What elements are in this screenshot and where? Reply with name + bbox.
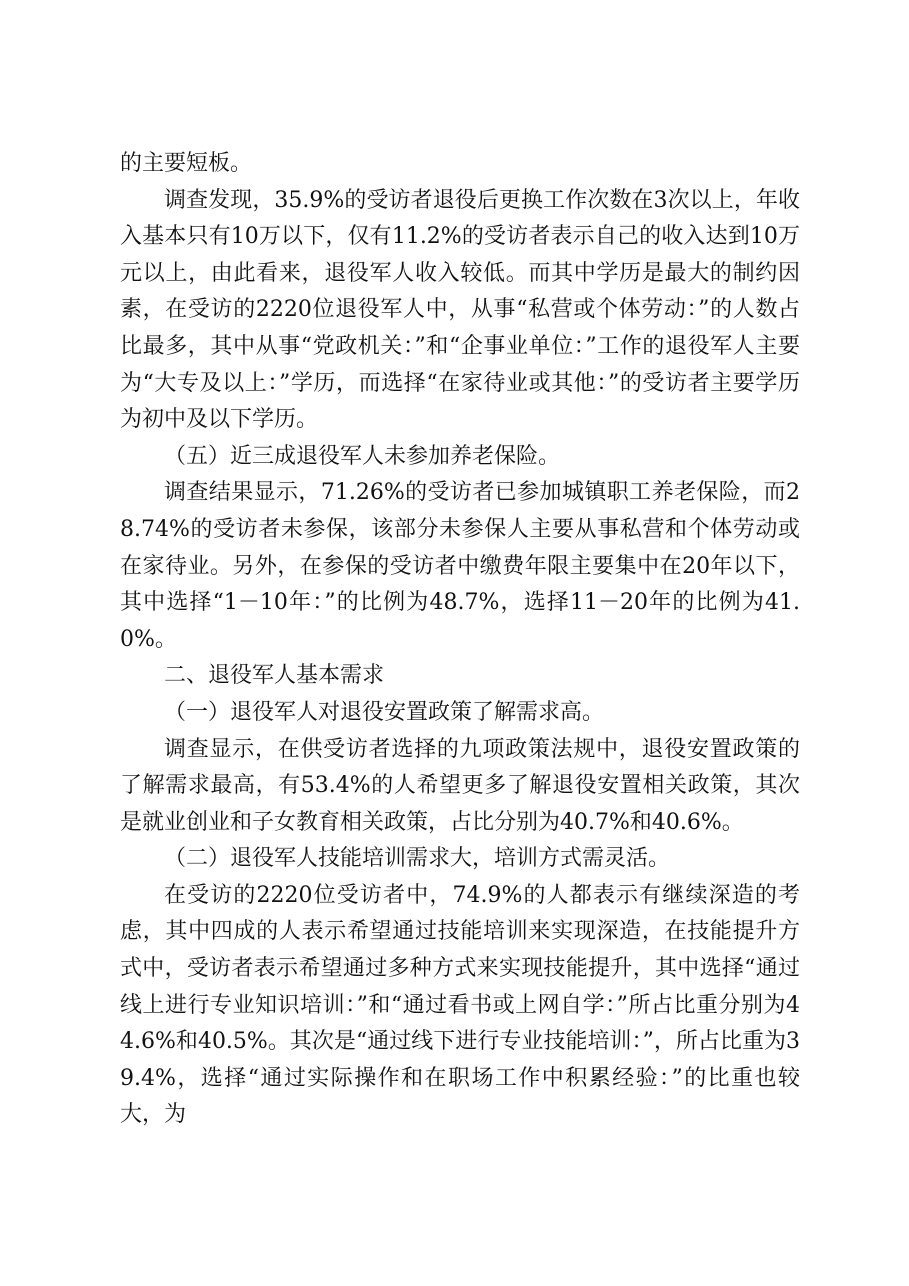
paragraph-employment-income: 调查发现，35.9%的受访者退役后更换工作次数在3次以上，年收入基本只有10万以下，仅有11.2%的受访者表示自己的收入达到10万元以上，由此看来，退役军人收入较低。而其中学历是最大的制约因素，在受访的2220位退役军人中，从事“私营或个体劳动：”的人数占比最多，其中从事“党政机关：”和“企事业单位：”工作的退役军人主要为“大专及以上：”学历，而选择“在家待业或其他：”的受访者主要学历为初中及以下学历。 bbox=[120, 187, 800, 433]
paragraph-policy-needs: 调查显示，在供受访者选择的九项政策法规中，退役安置政策的了解需求最高，有53.4%的人希望更多了解退役安置相关政策，其次是就业创业和子女教育相关政策，占比分别为40.7%和40.6%。 bbox=[120, 736, 800, 835]
section-heading-basic-needs: 二、退役军人基本需求 bbox=[164, 663, 385, 689]
document-page bbox=[120, 146, 800, 1134]
section-heading-training-needs: （二）退役军人技能培训需求大，培训方式需灵活。 bbox=[164, 846, 671, 872]
paragraph-continuation: 的主要短板。 bbox=[120, 151, 253, 176]
paragraph-training-needs: 在受访的2220位受访者中，74.9%的人都表示有继续深造的考虑，其中四成的人表示希望通过技能培训来实现深造，在技能提升方式中，受访者表示希望通过多种方式来实现技能提升，其中选择“通过线上进行专业知识培训：”和“通过看书或上网自学：”所占比重分别为44.6%和40.5%。其次是“通过线下进行专业技能培训：”，所占比重为39.4%，选择“通过实际操作和在职场工作中积累经验：”的比重也较大，为 bbox=[120, 882, 800, 1128]
section-heading-pension: （五）近三成退役军人未参加养老保险。 bbox=[164, 443, 561, 469]
section-heading-policy-needs: （一）退役军人对退役安置政策了解需求高。 bbox=[164, 699, 605, 725]
paragraph-pension: 调查结果显示，71.26%的受访者已参加城镇职工养老保险，而28.74%的受访者未参保，该部分未参保人主要从事私营和个体劳动或在家待业。另外，在参保的受访者中缴费年限主要集中在20年以下，其中选择“1－10年：”的比例为48.7%，选择11－20年的比例为41.0%。 bbox=[120, 480, 800, 652]
